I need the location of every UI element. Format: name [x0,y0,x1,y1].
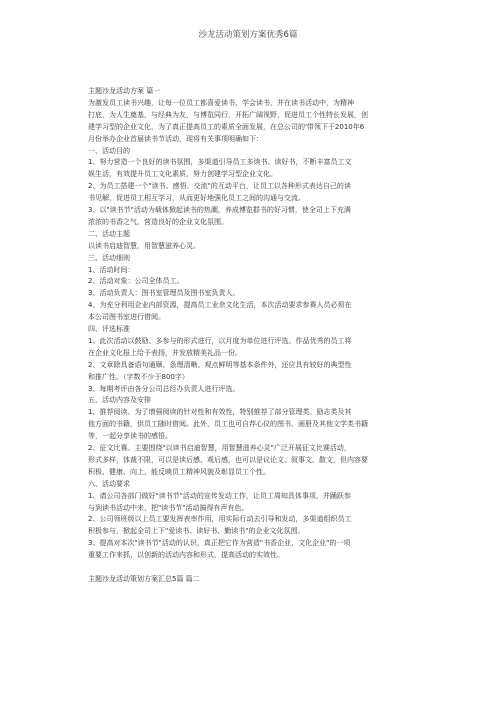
text-line: 1、努力营造一个良好的读书氛围，多渠道引导员工多读书、读好书，不断丰富员工文 [88,158,352,167]
text-line: 1、推荐阅读。为了增强阅读的针对性和有效性，特别推荐了部分管理类、励志类及其 [88,408,352,417]
text-line: 月份举办企业首届读书节活动，现将有关事项明确如下： [88,134,263,143]
text-line: 3、提高对本次"读书节"活动的认识，真正把它作为营造"书香企业，文化企业"的一项 [88,539,351,548]
text-line: 一、活动目的 [88,146,130,155]
text-line: 娱生活，有效提升员工文化素质，努力创建学习型企业文化。 [88,170,277,179]
text-line: 4、为充分利用企业内部资源，提高员工业余文化生活，本次活动要求参赛人员必须在 [88,301,352,310]
text-line: 等，一起分享读书的感悟。 [88,432,172,441]
text-line: 以读书启迪智慧，用智慧滋养心灵。 [88,241,200,250]
document-title: 沙龙活动策划方案优秀6篇 [198,30,298,40]
text-line: 1、此次活动以鼓励、多参与的形式进行，以月度为单位进行评选。作品优秀的员工将 [88,336,352,345]
text-line: 2、活动对象：公司全体员工。 [88,277,184,286]
text-line: 积极参与，掀起全司上下"爱读书、读好书、勤读书"的企业文化氛围。 [88,527,305,536]
text-line: 3、活动负责人：图书室管理员及图书室负责人。 [88,289,240,298]
text-line: 3、每期考评由各分公司总经办负责人进行评选。 [88,384,240,393]
text-line: 2、文章除具备语句通顺、条理清晰、观点鲜明等基本条件外，还应具有较好的典型性 [88,360,352,369]
text-line: 2、为员工搭建一个"读书、感悟、交流"的互动平台，让员工以各种形式表达自己的读 [88,182,351,191]
text-line: 书见解，促进员工相互学习，从而更好地强化员工之间的沟通与交流。 [88,194,305,203]
text-line: 为激发员工读书兴趣，让每一位员工都喜爱读书，学会读书，并在读书活动中，为精神 [88,98,354,107]
text-line: 1、请公司各部门做好"读书节"活动的宣传发动工作，让员工周知具体事项，并踊跃参 [88,491,351,500]
text-line: 浓浓的书香之气，营造良好的企业文化氛围。 [88,217,228,226]
text-line: 二、活动主题 [88,229,130,238]
text-line: 建学习型的企业文化，为了真正提高员工的素质全面发展，在总公司的'带领下于2010年6 [88,122,365,131]
text-line: 和推广性。（字数不少于800字） [88,372,189,381]
text-line: 形式多样，体裁不限，可以是读后感、观后感，也可以是议论文、叙事文、散文，但内容要 [88,455,368,464]
text-line: 本公司图书室进行借阅。 [88,313,165,322]
text-line: 六、活动要求 [88,479,130,488]
text-line: 1、活动时间： [88,265,135,274]
text-line: 四、评选标准 [88,325,130,333]
text-line: 三、活动细则 [88,253,130,262]
text-line: 3、以"读书节"活动为载体掀起读书的热潮，养成博览群书的好习惯，使全司上下充满 [88,206,351,214]
text-line: 打底，为人生奠基，与经典为友，与博览同行，开拓广阔视野，促进员工个性特长发展，创 [88,110,368,119]
text-line: 重要工作来抓，以创新的活动内容和形式，提高活动的实效性。 [88,551,284,560]
text-line: 与到读书活动中来，把"读书节"活动搞得有声有色。 [88,503,249,512]
text-line: 主题沙龙活动策划方案汇总5篇 篇二 [88,574,200,583]
text-line: 在企业文化报上给予表扬，并发放精美礼品一份。 [88,348,242,357]
text-line: 积极、健康、向上，能反映员工精神风貌及彰显员工个性。 [88,467,270,476]
text-line: 他方面的书籍，供员工随时借阅。此外，员工也可自荐心仪的图书、画册及其他文学类书籍 [88,420,368,429]
text-line: 主题沙龙活动方案 篇一 [88,87,161,95]
text-line: 五、活动内容及安排 [88,396,151,405]
text-line: 2、征文比赛。主要围绕"以读书启迪智慧，用智慧滋养心灵"广泛开展征文比赛活动， [88,444,351,452]
text-line: 2、公司领班级以上员工要发挥表率作用，用实际行动去引导和发动，多渠道组织员工 [88,515,352,524]
